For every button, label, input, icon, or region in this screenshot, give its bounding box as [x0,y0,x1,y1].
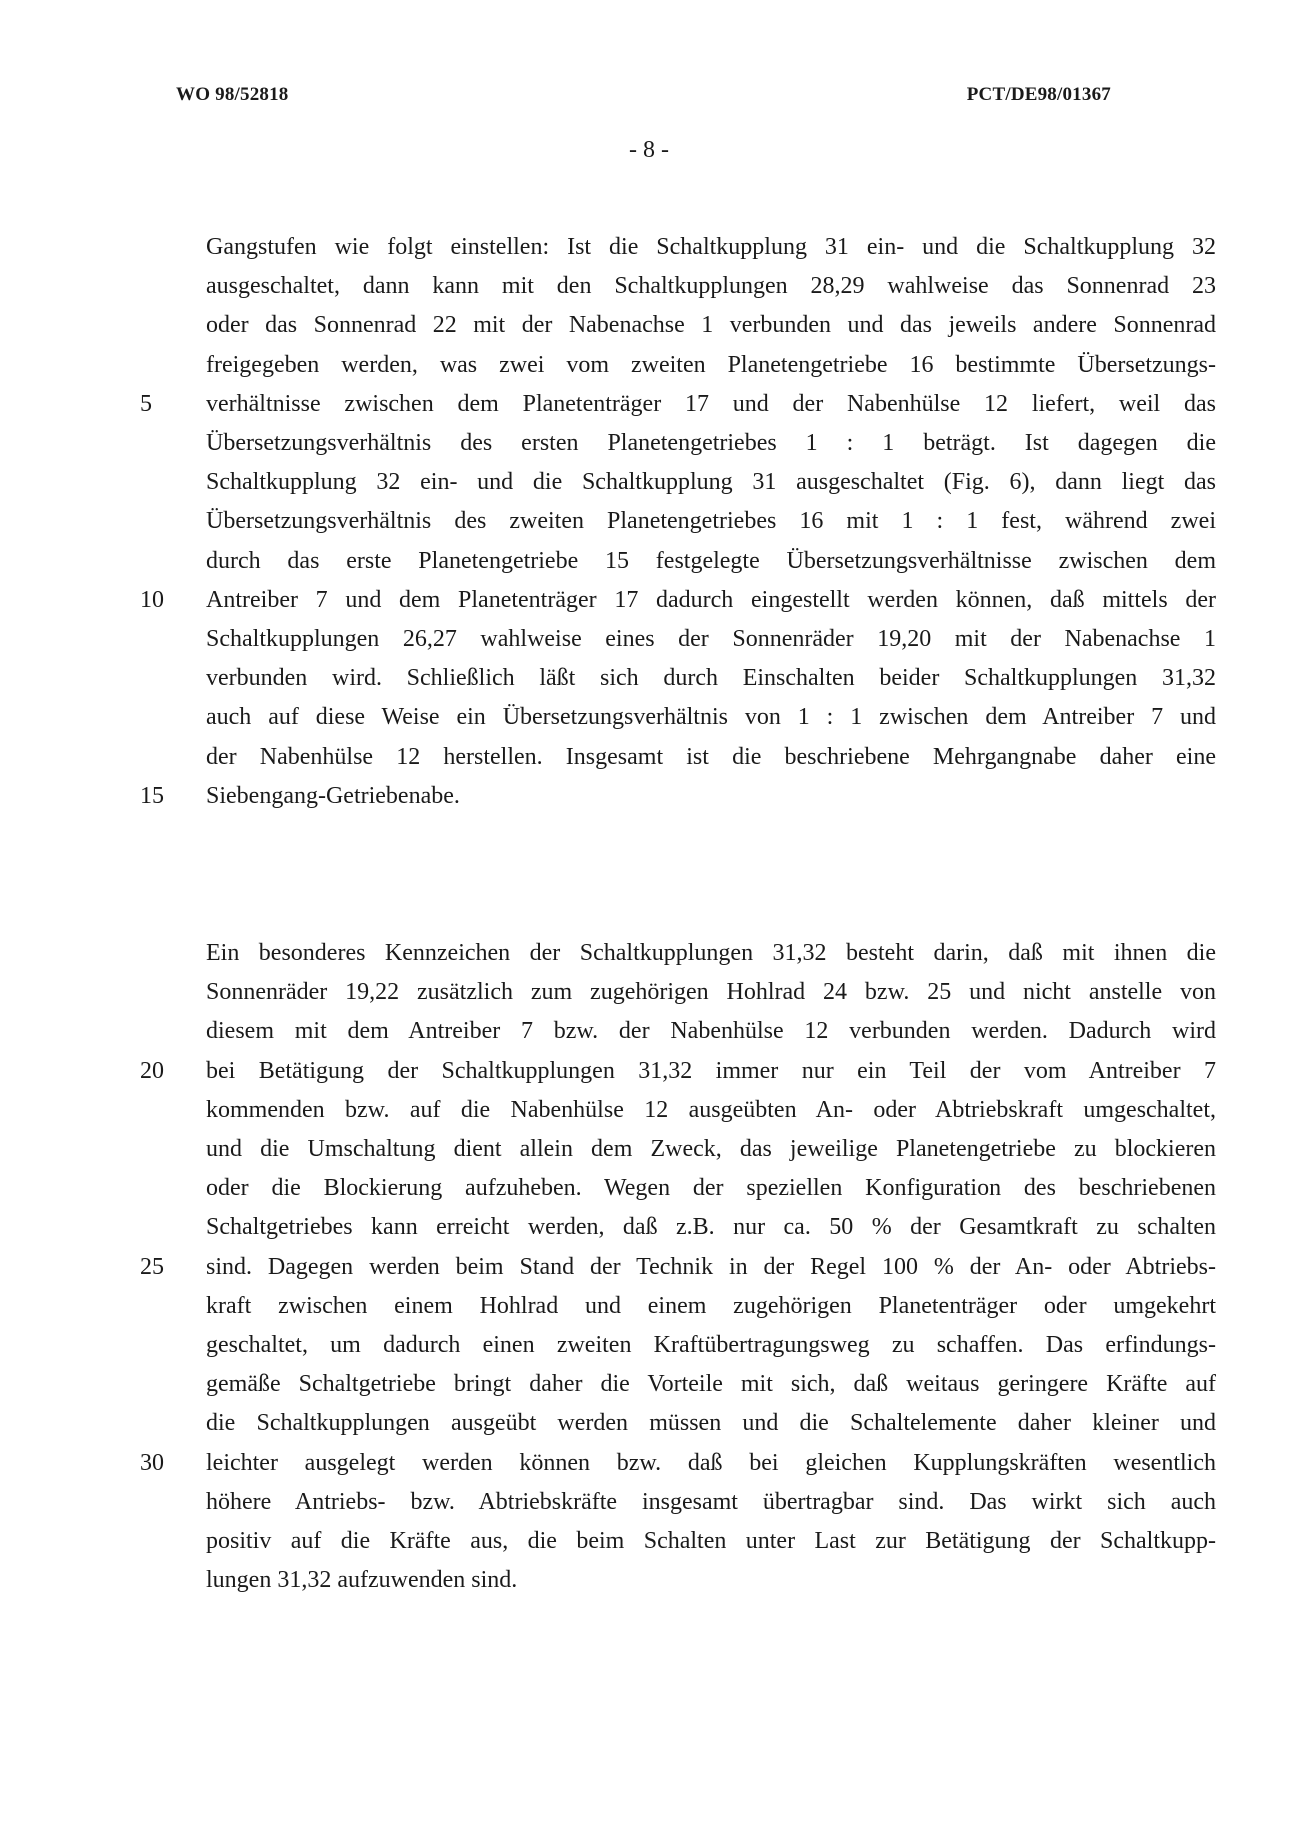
line-number: 15 [140,782,164,809]
text-line: Siebengang-Getriebenabe. [206,782,460,809]
text-line: Antreiber 7 und dem Planetenträger 17 dadurch eingestellt werden können, daß mittels der [206,586,1216,613]
text-line: Gangstufen wie folgt einstellen: Ist die Schaltkupplung 31 ein- und die Schaltkupplung 32 [206,234,1216,260]
text-line: positiv auf die Kräfte aus, die beim Schalten unter Last zur Betätigung der Schaltkupp- [206,1528,1216,1554]
text-line: bei Betätigung der Schaltkupplungen 31,32 immer nur ein Teil der vom Antreiber 7 [206,1057,1216,1084]
text-line: Sonnenräder 19,22 zusätzlich zum zugehörigen Hohlrad 24 bzw. 25 und nicht anstelle von [206,979,1216,1006]
text-line: durch das erste Planetengetriebe 15 festgelegte Übersetzungsverhältnisse zwischen dem [206,547,1216,574]
text-line: und die Umschaltung dient allein dem Zweck, das jeweilige Planetengetriebe zu blockieren [206,1136,1216,1162]
line-number: 20 [140,1057,164,1084]
line-number: 25 [140,1253,164,1280]
text-line: Schaltgetriebes kann erreicht werden, daß z.B. nur ca. 50 % der Gesamtkraft zu schalten [206,1214,1216,1241]
text-line: Schaltkupplung 32 ein- und die Schaltkupplung 31 ausgeschaltet (Fig. 6), dann liegt das [206,469,1216,496]
text-line: Übersetzungsverhältnis des zweiten Planetengetriebes 16 mit 1 : 1 fest, während zwei [206,508,1216,535]
text-line: ausgeschaltet, dann kann mit den Schaltkupplungen 28,29 wahlweise das Sonnenrad 23 [206,273,1216,300]
text-line: höhere Antriebs- bzw. Abtriebskräfte insgesamt übertragbar sind. Das wirkt sich auch [206,1488,1216,1515]
page-number: - 8 - [629,137,669,163]
text-line: oder das Sonnenrad 22 mit der Nabenachse 1 verbunden und das jeweils andere Sonnenrad [206,312,1216,339]
text-line: oder die Blockierung aufzuheben. Wegen der speziellen Konfiguration des beschriebenen [206,1175,1216,1202]
line-number: 5 [140,390,152,417]
text-line: Ein besonderes Kennzeichen der Schaltkupplungen 31,32 besteht darin, daß mit ihnen die [206,940,1216,966]
text-line: diesem mit dem Antreiber 7 bzw. der Nabenhülse 12 verbunden werden. Dadurch wird [206,1018,1216,1045]
text-line: freigegeben werden, was zwei vom zweiten Planetengetriebe 16 bestimmte Übersetzungs- [206,351,1216,378]
text-line: die Schaltkupplungen ausgeübt werden müssen und die Schaltelemente daher kleiner und [206,1410,1216,1437]
text-line: gemäße Schaltgetriebe bringt daher die Vorteile mit sich, daß weitaus geringere Kräfte auf [206,1371,1216,1398]
publication-number: WO 98/52818 [176,84,289,105]
text-line: leichter ausgelegt werden können bzw. daß bei gleichen Kupplungskräften wesentlich [206,1449,1216,1476]
text-line: lungen 31,32 aufzuwenden sind. [206,1567,518,1594]
text-line: sind. Dagegen werden beim Stand der Technik in der Regel 100 % der An- oder Abtriebs- [206,1253,1216,1280]
text-line: Übersetzungsverhältnis des ersten Planetengetriebes 1 : 1 beträgt. Ist dagegen die [206,430,1216,456]
text-line: Schaltkupplungen 26,27 wahlweise eines der Sonnenräder 19,20 mit der Nabenachse 1 [206,626,1216,652]
application-number: PCT/DE98/01367 [966,84,1111,105]
line-number: 30 [140,1449,164,1476]
text-line: der Nabenhülse 12 herstellen. Insgesamt ist die beschriebene Mehrgangnabe daher eine [206,743,1216,770]
text-line: kommenden bzw. auf die Nabenhülse 12 ausgeübten An- oder Abtriebskraft umgeschaltet, [206,1096,1216,1123]
text-line: verbunden wird. Schließlich läßt sich durch Einschalten beider Schaltkupplungen 31,32 [206,665,1216,692]
text-line: geschaltet, um dadurch einen zweiten Kraftübertragungsweg zu schaffen. Das erfindungs- [206,1332,1216,1358]
text-line: kraft zwischen einem Hohlrad und einem zugehörigen Planetenträger oder umgekehrt [206,1292,1216,1319]
text-line: verhältnisse zwischen dem Planetenträger 17 und der Nabenhülse 12 liefert, weil das [206,390,1216,417]
text-line: auch auf diese Weise ein Übersetzungsverhältnis von 1 : 1 zwischen dem Antreiber 7 und [206,704,1216,731]
line-number: 10 [140,586,164,613]
